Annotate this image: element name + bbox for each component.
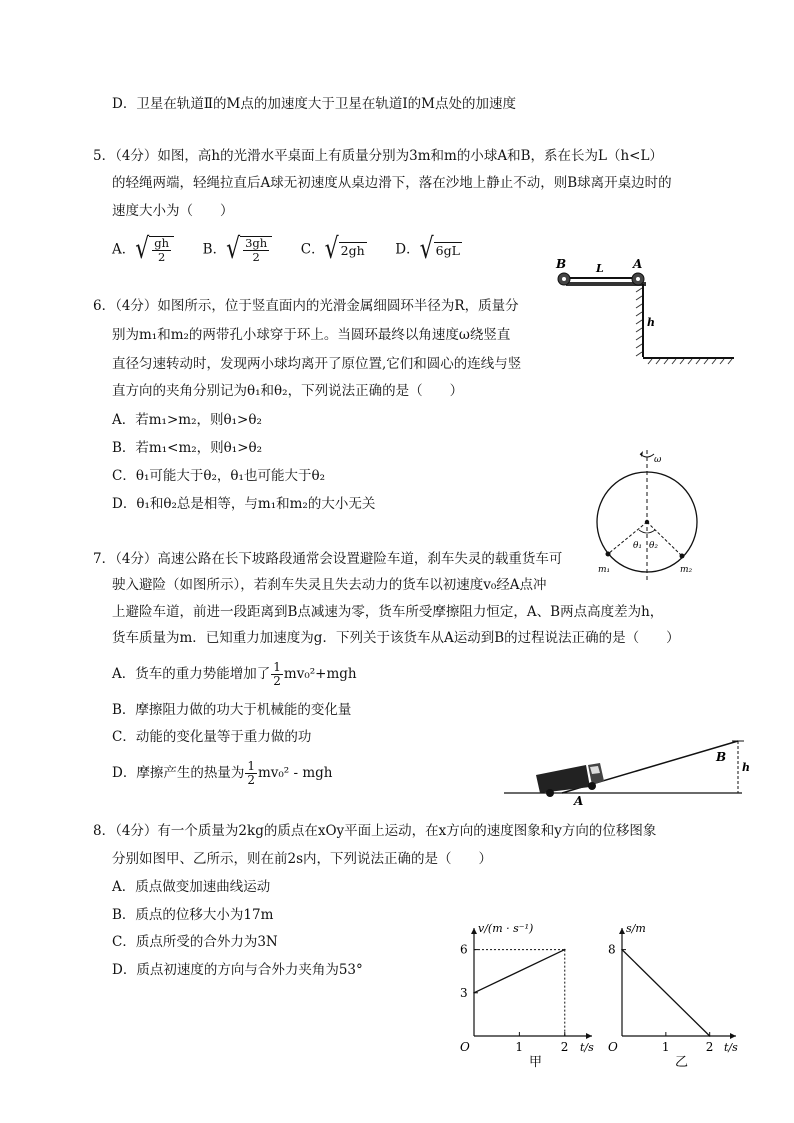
chart1-xtick-label-1: 1	[661, 1040, 670, 1054]
q8-stem-line2: 分别如图甲、乙所示，则在前2s内，下列说法正确的是（ ）	[112, 851, 493, 867]
chart0-y-arrow	[471, 928, 477, 934]
q4-option-d: D．卫星在轨道Ⅱ的M点的加速度大于卫星在轨道Ⅰ的M点处的加速度	[112, 96, 516, 112]
q5-b-num: 3gh	[245, 236, 268, 250]
edge-hatch	[636, 288, 642, 356]
q5-options	[112, 233, 462, 266]
chart0-ytick-label-3: 3	[460, 985, 468, 1000]
chart1-point-1	[709, 1035, 711, 1037]
q7-stem-line4: 货车质量为m．已知重力加速度为g．下列关于该货车从A运动到B的过程说法正确的是（ ）	[112, 630, 680, 646]
q5-option-c-expr: √ 2gh	[324, 233, 365, 266]
q7-option-a	[112, 661, 357, 688]
q7-a-num: 1	[273, 660, 281, 674]
chart0-ylabel: v/(m · s⁻¹)	[478, 922, 534, 935]
q8-stem-line1: 8．（4分）有一个质量为2kg的质点在xOy平面上运动，在x方向的速度图象和y方向的位移图象	[93, 823, 657, 839]
q5-stem-line3: 速度大小为（ ）	[112, 203, 234, 219]
q6-fig-m1: m₁	[598, 565, 611, 575]
q6-fig-m2: m₂	[680, 565, 693, 575]
q7-a-den: 2	[273, 674, 281, 688]
chart1-xlabel: t/s	[724, 1041, 738, 1054]
q5-figure	[552, 256, 738, 368]
q7-option-d-pre: D．摩擦产生的热量为	[112, 765, 245, 781]
q8-option-a: A．质点做变加速曲线运动	[112, 879, 271, 895]
q7-fig-label-b: B	[716, 750, 727, 764]
q6-option-a: A．若m₁>m₂，则θ₁>θ₂	[112, 412, 262, 428]
q7-stem-line2: 驶入避险（如图所示），若刹车失灵且失去动力的货车以初速度v₀经A点冲	[112, 577, 547, 593]
q6-fig-omega: ω	[654, 455, 662, 465]
q5-a-num: gh	[154, 236, 170, 250]
q5-fig-label-l: L	[596, 262, 604, 275]
q5-option-d-label: D．	[395, 241, 420, 258]
q6-figure	[592, 446, 712, 584]
q8-option-d: D．质点初速度的方向与合外力夹角为53°	[112, 962, 363, 978]
chart1-y-arrow	[619, 928, 625, 934]
q5-fig-label-h: h	[647, 316, 655, 329]
q5-fig-label-b: B	[556, 257, 567, 271]
q7-d-den: 2	[247, 773, 255, 787]
q7-d-num: 1	[247, 759, 255, 773]
q5-fig-label-a: A	[633, 257, 643, 271]
q5-option-c-label: C．	[300, 241, 325, 258]
chart0-xtick-label-1: 1	[515, 1040, 524, 1054]
q6-stem-line2: 别为m₁和m₂的两带孔小球穿于环上。当圆环最终以角速度ω绕竖直	[112, 327, 511, 343]
q7-fig-label-h: h	[742, 761, 750, 774]
q5-option-a-label: A．	[112, 241, 136, 258]
q6-stem-line4: 直方向的夹角分别记为θ₁和θ₂，下列说法正确的是（ ）	[112, 383, 464, 399]
q7-option-a-pre: A．货车的重力势能增加了	[112, 666, 271, 682]
q5-stem-line2: 的轻绳两端，轻绳拉直后A球无初速度从桌边滑下，落在沙地上静止不动，则B球离开桌边时的	[112, 175, 672, 191]
chart1-title: 乙	[675, 1055, 689, 1068]
chart-yi	[600, 918, 750, 1068]
q5-a-den: 2	[158, 250, 166, 264]
q7-option-c: C．动能的变化量等于重力做的功	[112, 729, 312, 745]
q6-fig-theta2: θ₂	[649, 541, 659, 551]
chart0-point-1	[564, 949, 566, 951]
q7-figure	[502, 735, 752, 807]
chart0-title: 甲	[529, 1055, 543, 1068]
q6-option-b: B．若m₁<m₂，则θ₁>θ₂	[112, 440, 263, 456]
chart0-point-0	[473, 992, 475, 994]
q7-option-b: B．摩擦阻力做的功大于机械能的变化量	[112, 702, 352, 718]
q5-c-rad: 2gh	[340, 242, 365, 258]
q6-stem-line3: 直径匀速转动时，发现两小球均离开了原位置,它们和圆心的连线与竖	[112, 356, 522, 372]
chart0-xlabel: t/s	[580, 1041, 594, 1054]
chart1-point-0	[621, 949, 623, 951]
q6-fig-theta1: θ₁	[633, 541, 643, 551]
chart1-xtick-label-2: 2	[705, 1040, 714, 1054]
ball-m1	[606, 552, 611, 557]
chart1-x-arrow	[730, 1033, 736, 1039]
q5-option-a-expr: √ $\frac{gh}{2}$	[135, 236, 174, 264]
q7-option-d	[112, 760, 333, 787]
q5-option-b-label: B．	[202, 241, 227, 258]
chart1-series-line	[622, 950, 710, 1036]
q5-d-rad: 6gL	[435, 242, 460, 258]
q6-option-d: D．θ₁和θ₂总是相等，与m₁和m₂的大小无关	[112, 496, 376, 512]
chart0-xtick-label-2: 2	[560, 1040, 569, 1054]
q7-option-a-post: mv₀²+mgh	[283, 666, 357, 682]
chart1-ylabel: s/m	[626, 922, 646, 935]
chart0-x-arrow	[586, 1033, 592, 1039]
chart0-origin-label: O	[460, 1040, 470, 1054]
q7-fig-label-a: A	[574, 794, 584, 807]
chart0-series-line	[474, 950, 565, 993]
chart-jia	[446, 918, 606, 1068]
q8-option-b: B．质点的位移大小为17m	[112, 907, 274, 923]
chart0-ytick-label-6: 6	[460, 942, 468, 957]
chart1-origin-label: O	[608, 1040, 618, 1054]
q5-option-b-expr: √ $\frac{3gh}{2}$	[226, 236, 272, 264]
q7-stem-line1: 7．（4分）高速公路在长下坡路段通常会设置避险车道，刹车失灵的载重货车可	[93, 551, 563, 567]
q8-option-c: C．质点所受的合外力为3N	[112, 934, 278, 950]
q5-b-den: 2	[252, 250, 260, 264]
q7-stem-line3: 上避险车道，前进一段距离到B点减速为零，货车所受摩擦阻力恒定，A、B两点高度差为h，	[112, 604, 664, 620]
truck	[536, 763, 604, 797]
ball-m2	[680, 554, 685, 559]
q5-stem-line1: 5．（4分）如图，高h的光滑水平桌面上有质量分别为3m和m的小球A和B，系在长为L（h<L）	[93, 148, 663, 164]
q6-option-c: C．θ₁可能大于θ₂，θ₁也可能大于θ₂	[112, 468, 325, 484]
chart1-ytick-label-8: 8	[608, 942, 616, 957]
q7-option-d-post: mv₀² - mgh	[257, 765, 333, 781]
floor-hatch	[648, 359, 732, 364]
q5-option-d-expr: √ 6gL	[419, 233, 460, 266]
q6-stem-line1: 6．（4分）如图所示，位于竖直面内的光滑金属细圆环半径为R，质量分	[93, 298, 519, 314]
